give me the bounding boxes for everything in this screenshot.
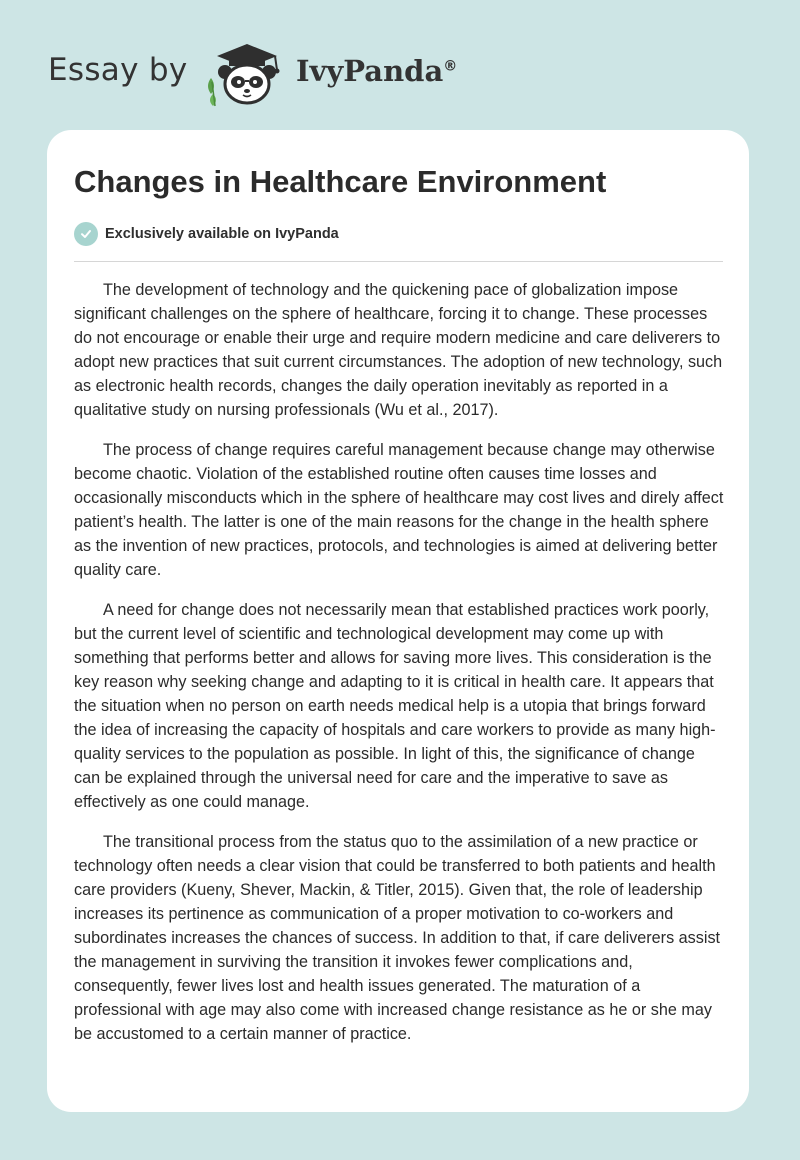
essay-title: Changes in Healthcare Environment bbox=[74, 164, 607, 199]
site-header bbox=[48, 30, 568, 110]
divider bbox=[74, 261, 723, 262]
essay-body bbox=[74, 278, 724, 1062]
essay-card bbox=[47, 130, 749, 1112]
registered-mark: ® bbox=[443, 58, 458, 75]
paragraph: The process of change requires careful management because change may otherwise become chaotic. Violation of the established routine often causes time losses and occasionally misconducts which in the sphere of healthcare may cost lives and direly affect patient’s health. The latter is one of the main reasons for the change in the health sphere as the invention of new practices, protocols, and technologies is aimed at delivering better quality care. bbox=[74, 441, 724, 579]
exclusive-badge-label: Exclusively available on IvyPanda bbox=[105, 226, 339, 242]
check-icon bbox=[74, 222, 98, 246]
paragraph: A need for change does not necessarily mean that established practices work poorly, but the current level of scientific and technological development may come up with something that performs better and allows for saving more lives. This consideration is the key reason why seeking change and adapting to it is critical in health care. It appears that the situation when no person on earth needs medical help is a utopia that brings forward the idea of increasing the capacity of hospitals and care workers to provide as many high-quality services to the population as possible. In light of this, the significance of change can be explained through the universal need for care and the imperative to save as effectively as one could manage. bbox=[74, 601, 716, 811]
panda-logo-icon bbox=[203, 38, 291, 108]
brand-name: IvyPanda® bbox=[296, 54, 458, 88]
essay-by-label: Essay by bbox=[48, 52, 188, 88]
exclusive-badge bbox=[74, 222, 339, 246]
paragraph: The development of technology and the quickening pace of globalization impose significant challenges on the sphere of healthcare, forcing it to change. These processes do not encourage or enable their urge and require modern medicine and care deliverers to adopt new practices that suit current circumstances. The adoption of new technology, such as electronic health records, changes the daily operation inevitably as reported in a qualitative study on nursing professionals (Wu et al., 2017). bbox=[74, 281, 723, 419]
paragraph: The transitional process from the status quo to the assimilation of a new practice or technology often needs a clear vision that could be transferred to both patients and health care providers (Kueny, Shever, Mackin, & Titler, 2015). Given that, the role of leadership increases its pertinence as communication of a proper motivation to co-workers and subordinates increases the chances of success. In addition to that, if care deliverers assist the management in surviving the transition it invokes fewer complications and, consequently, fewer lives lost and health issues generated. The maturation of a professional with age may also come with increased change resistance as he or she may be accustomed to a certain manner of practice. bbox=[74, 833, 721, 1043]
